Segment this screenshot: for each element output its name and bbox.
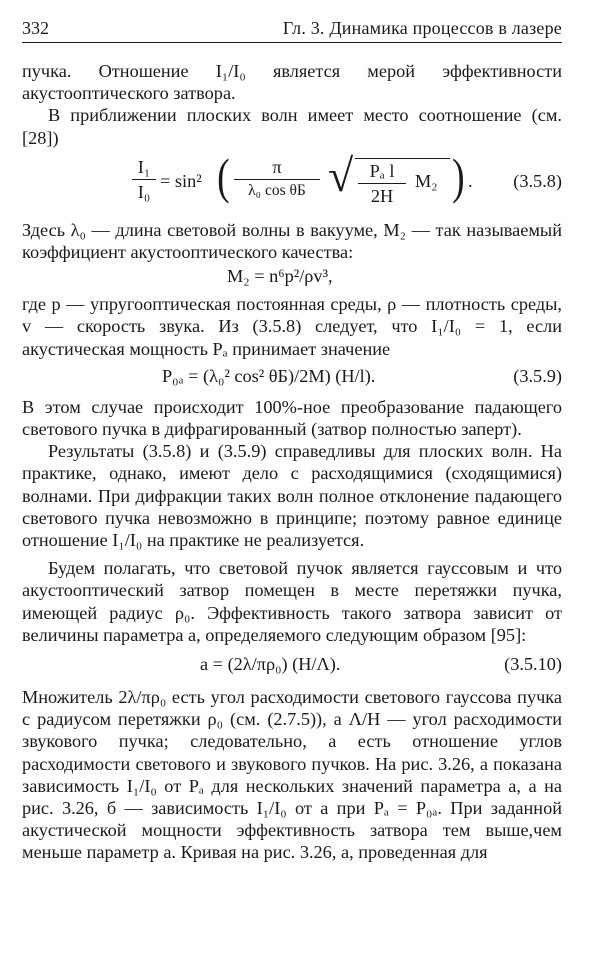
- running-head: Гл. 3. Динамика процессов в лазере: [282, 18, 562, 38]
- eq-3510-text: a = (2λ/πρ₀) (H/Λ).: [200, 654, 341, 675]
- paragraph-8: Множитель 2λ/πρ₀ есть угол расходимости светового гауссова пучка с радиусом перетяжки ρ₀ (см. (2.7.5)), а Λ/H — угол расходимости звукового пучка; следовательно, a есть отношение углов расходимости светового и звукового пучков. На рис. 3.26, а показана зависимость I₁/I₀ от Pₐ для нескольких значений параметра a, а на рис. 3.26, б — зависимость I₁/I₀ от a при Pₐ = P₀ₐ. При заданной акустической мощности эффективность затвора тем выше,чем меньше параметр a. Кривая на рис. 3.26, а, проведенная для: [22, 687, 562, 863]
- eq-358-arg-numerator: π: [234, 157, 320, 180]
- paragraph-3: Здесь λ₀ — длина световой волны в вакууме, M₂ — так называемый коэффициент акустооптического качества:: [22, 219, 562, 263]
- equation-m2: [22, 266, 562, 290]
- eq-358-number: (3.5.8): [513, 170, 562, 191]
- eq-359-number: (3.5.9): [513, 365, 562, 386]
- eq-358-arg-denominator: λ₀ cos θБ: [248, 181, 306, 199]
- paragraph-2: В приближении плоских волн имеет место соотношение (см. [28]): [22, 105, 562, 148]
- eq-358-root-bar: [355, 158, 450, 159]
- equation-3-5-9: [22, 366, 562, 390]
- eq-359-text: P₀ₐ = (λ₀² cos² θБ)/2M) (H/l).: [162, 365, 376, 386]
- eq-358-left-paren: (: [217, 147, 230, 204]
- page-body: [22, 60, 562, 864]
- eq-358-lhs-denominator: I₀: [137, 181, 151, 202]
- eq-358-root-fraction: [358, 161, 406, 207]
- eq-358-right-paren: ): [452, 147, 465, 204]
- paragraph-4: где p — упругооптическая постоянная среды, ρ — плотность среды, v — скорость звука. Из (3.5.8) следует, что I₁/I₀ = 1, если акустическая мощность Pₐ принимает значение: [22, 294, 562, 359]
- eq-358-root-denominator: 2H: [370, 185, 394, 206]
- eq-m2-text: M₂ = n⁶p²/ρv³,: [227, 266, 333, 287]
- eq-358-lhs-fraction: [132, 157, 156, 203]
- eq-358-root-sign: √: [328, 149, 354, 201]
- eq-3510-number: (3.5.10): [504, 654, 562, 675]
- eq-358-root-numerator: Pₐ l: [358, 161, 406, 184]
- paragraph-1: пучка. Отношение I₁/I₀ является мерой эффективности акустооптического затвора.: [22, 61, 562, 104]
- eq-358-period: .: [468, 170, 473, 191]
- eq-358-lhs-numerator: I₁: [132, 157, 156, 180]
- eq-358-arg-fraction: [234, 157, 320, 200]
- equation-3-5-8: [22, 147, 562, 217]
- paragraph-6: Результаты (3.5.8) и (3.5.9) справедливы для плоских волн. На практике, однако, имеют дело с расходящимися (сходящимися) волнами. При дифракции таких волн полное отклонение падающего светового пучка невозможно в принципе; поэтому равное единице отношение I₁/I₀ на практике не реализуется.: [22, 441, 562, 551]
- page-header: [22, 18, 562, 43]
- eq-358-sin-squared: = sin²: [160, 170, 202, 191]
- page-number: 332: [22, 18, 49, 38]
- eq-358-root-tail: M₂: [415, 170, 438, 191]
- paragraph-5: В этом случае происходит 100%-ное преобразование падающего светового пучка в дифрагированный (затвор полностью заперт).: [22, 396, 562, 440]
- equation-3-5-10: [22, 654, 562, 678]
- paragraph-7: Будем полагать, что световой пучок является гауссовым и что акустооптический затвор помещен в месте перетяжки пучка, имеющей радиус ρ₀. Эффективность такого затвора зависит от величины параметра a, определяемого следующим образом [95]:: [22, 558, 562, 645]
